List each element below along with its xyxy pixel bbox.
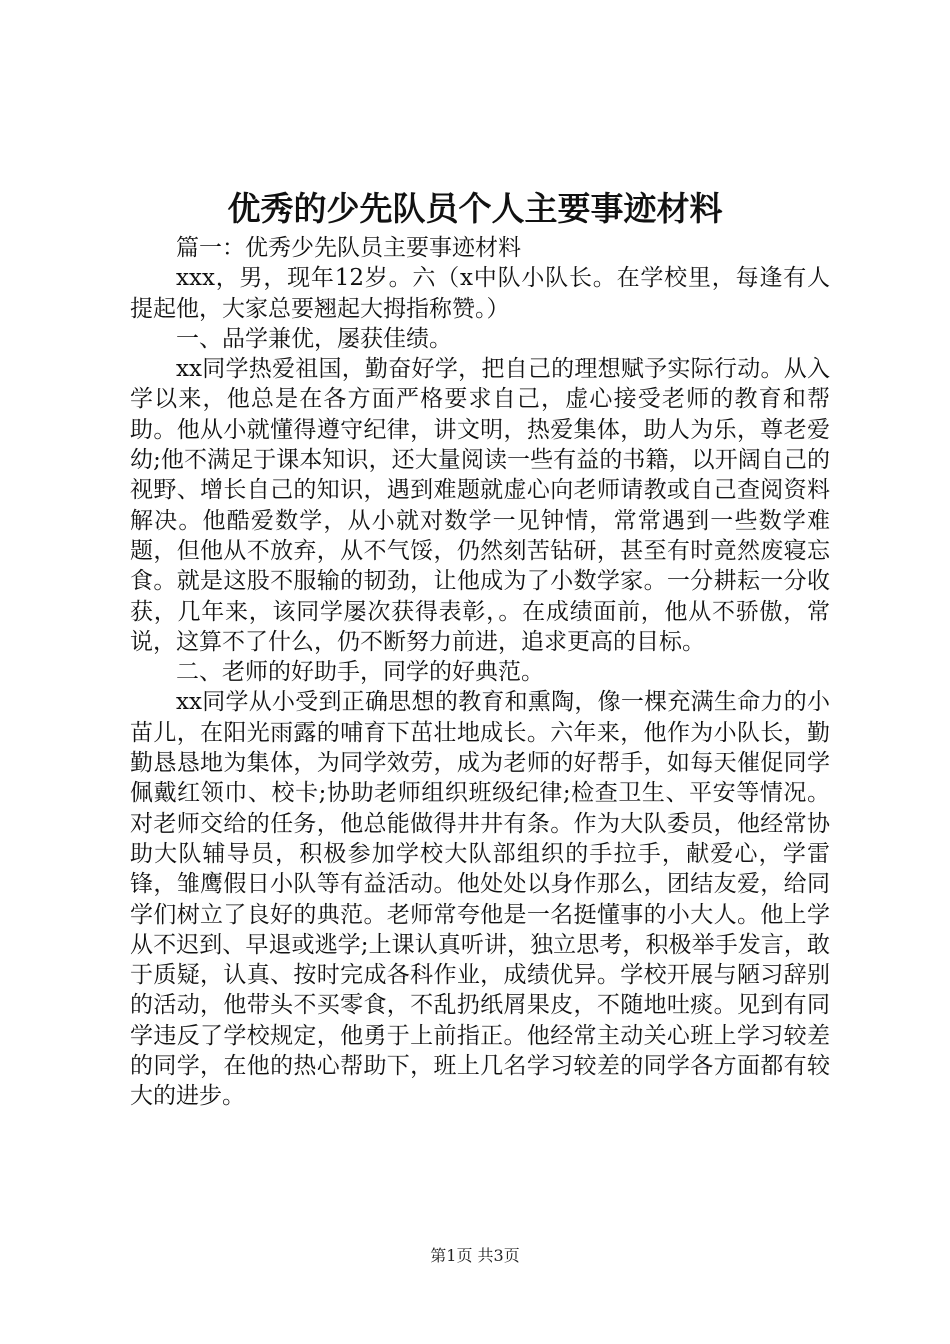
page-number-footer: 第1页 共3页 (430, 1246, 520, 1265)
document-body (130, 233, 830, 1112)
paragraph-body-1: xx同学热爱祖国，勤奋好学，把自己的理想赋予实际行动。从入学以来，他总是在各方面严格要求自己，虚心接受老师的教育和帮助。他从小就懂得遵守纪律，讲文明，热爱集体，助人为乐，尊老爱幼;他不满足于课本知识，还大量阅读一些有益的书籍，以开阔自己的视野、增长自己的知识，遇到难题就虚心向老师请教或自己查阅资料解决。他酷爱数学，从小就对数学一见钟情，常常遇到一些数学难题，但他从不放弃，从不气馁，仍然刻苦钻研，甚至有时竟然废寝忘食。就是这股不服输的韧劲，让他成为了小数学家。一分耕耘一分收获，几年来，该同学屡次获得表彰，。在成绩面前，他从不骄傲，常说，这算不了什么，仍不断努力前进，追求更高的目标。 (130, 356, 830, 655)
paragraph-heading-1: 一、品学兼优，屡获佳绩。 (176, 325, 452, 352)
paragraph-body-2: xx同学从小受到正确思想的教育和熏陶，像一棵充满生命力的小苗儿，在阳光雨露的哺育下茁壮地成长。六年来，他作为小队长，勤勤恳恳地为集体，为同学效劳，成为老师的好帮手，如每天催促同学佩戴红领巾、校卡;协助老师组织班级纪律;检查卫生、平安等情况。对老师交给的任务，他总能做得井井有条。作为大队委员，他经常协助大队辅导员，积极参加学校大队部组织的手拉手，献爱心，学雷锋，雏鹰假日小队等有益活动。他处处以身作那么，团结友爱，给同学们树立了良好的典范。老师常夸他是一名挺懂事的小大人。他上学从不迟到、早退或逃学;上课认真听讲，独立思考，积极举手发言，敢于质疑，认真、按时完成各科作业，成绩优异。学校开展与陋习辞别的活动，他带头不买零食，不乱扔纸屑果皮，不随地吐痰。见到有同学违反了学校规定，他勇于上前指正。他经常主动关心班上学习较差的同学，在他的热心帮助下，班上几名学习较差的同学各方面都有较大的进步。 (130, 689, 830, 1110)
paragraph-intro: xxx，男，现年12岁。六（x中队小队长。在学校里，每逢有人提起他，大家总要翘起大拇指称赞。） (130, 265, 830, 322)
paragraph-section-heading: 篇一：优秀少先队员主要事迹材料 (176, 235, 521, 261)
document-title: 优秀的少先队员个人主要事迹材料 (227, 189, 723, 228)
paragraph-heading-2: 二、老师的好助手，同学的好典范。 (176, 659, 544, 686)
